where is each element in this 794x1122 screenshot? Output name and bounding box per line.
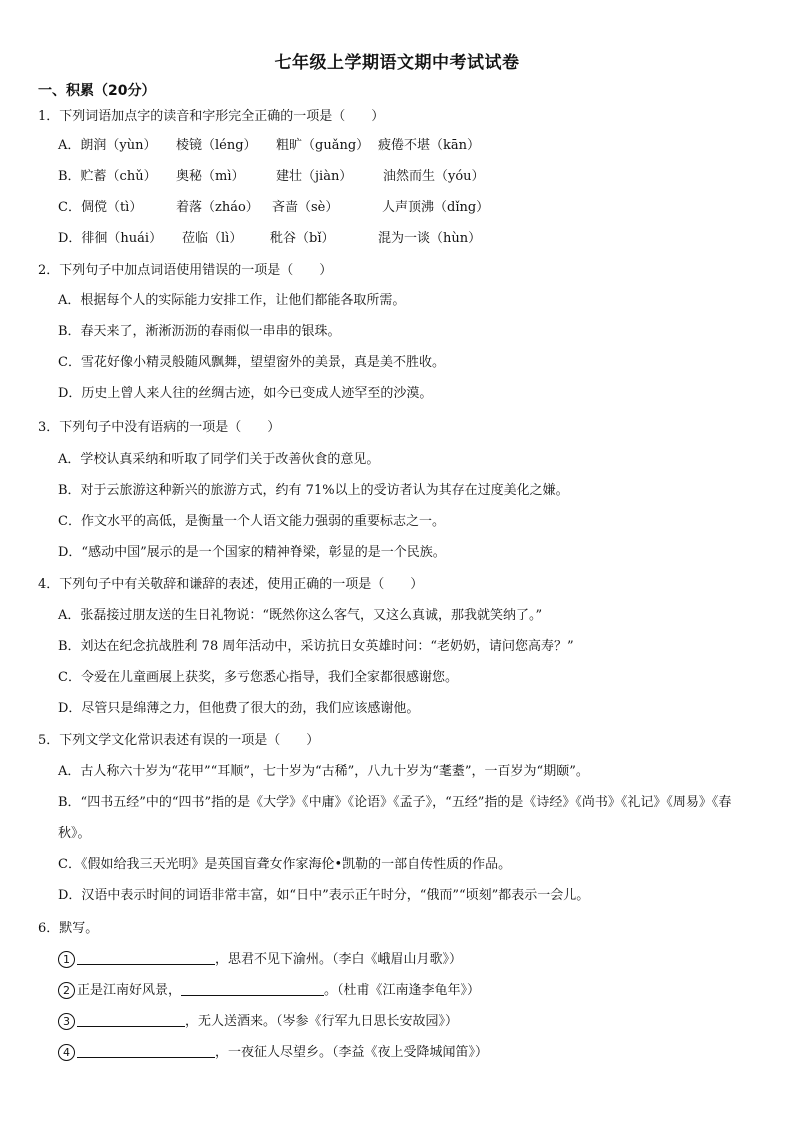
exam-title: 七年级上学期语文期中考试试卷 (274, 53, 520, 73)
dictation-text: ，一夜征人尽望乡。（李益《夜上受降城闻笛》） (215, 1045, 489, 1060)
option-word: C．倜傥（tì） (58, 200, 143, 215)
option-word: 人声顶沸（dǐng） (382, 200, 490, 215)
section-heading: 一、积累（20分） (38, 83, 156, 99)
question-stem: 5．下列文学文化常识表述有误的一项是（ ） (38, 733, 320, 748)
option-c: C．《假如给我三天光明》是英国盲聋女作家海伦•凯勒的一部自传性质的作品。 (58, 857, 512, 872)
option-word: 粗旷（guǎng） (276, 138, 370, 153)
question-stem: 1．下列词语加点字的读音和字形完全正确的一项是（ ） (38, 109, 385, 124)
question-stem: 4．下列句子中有关敬辞和谦辞的表述，使用正确的一项是（ ） (38, 577, 424, 592)
question-stem: 6．默写。 (38, 921, 99, 936)
option-d: D．历史上曾人来人往的丝绸古迹，如今已变成人迹罕至的沙漠。 (58, 386, 433, 401)
option-a (58, 137, 480, 155)
circled-number: 1 (58, 951, 75, 968)
dictation-text: ，思君不见下渝州。（李白《峨眉山月歌》） (215, 952, 463, 967)
option-word: 混为一谈（hùn） (378, 231, 482, 246)
circled-number: 4 (58, 1044, 75, 1061)
dictation-item (58, 1043, 488, 1062)
option-b: B．刘达在纪念抗战胜利 78 周年活动中，采访抗日女英雄时问：“老奶奶，请问您高寿？” (58, 639, 574, 654)
option-a: A．根据每个人的实际能力安排工作，让他们都能各取所需。 (58, 293, 406, 308)
option-b (58, 168, 485, 186)
option-d (58, 230, 481, 248)
option-word: 吝啬（sè） (272, 200, 339, 215)
dictation-item (58, 1012, 458, 1031)
answer-blank[interactable] (77, 1012, 185, 1027)
dictation-text: ，无人送酒来。（岑参《行军九日思长安故园》） (185, 1014, 459, 1029)
option-a: A．学校认真采纳和听取了同学们关于改善伙食的意见。 (58, 452, 380, 467)
answer-blank[interactable] (77, 1043, 215, 1058)
option-word: 着落（zháo） (176, 200, 259, 215)
answer-blank[interactable] (181, 981, 324, 996)
dictation-text: 。（杜甫《江南逢李龟年》） (324, 983, 481, 998)
option-a: A．张磊接过朋友送的生日礼物说：“既然你这么客气，又这么真诚，那我就笑纳了。” (58, 608, 543, 623)
dictation-item (58, 950, 462, 969)
option-d: D．汉语中表示时间的词语非常丰富，如“日中”表示正午时分，“俄而”“顷刻”都表示一会儿。 (58, 888, 590, 903)
option-c: C．作文水平的高低，是衡量一个人语文能力强弱的重要标志之一。 (58, 514, 445, 529)
circled-number: 2 (58, 982, 75, 999)
option-word: 莅临（lì） (182, 231, 243, 246)
dictation-text: 正是江南好风景， (77, 983, 182, 998)
option-b: B．对于云旅游这种新兴的旅游方式，约有 71%以上的受访者认为其存在过度美化之嫌。 (58, 483, 569, 498)
option-a: A．古人称六十岁为“花甲”“耳顺”，七十岁为“古稀”，八九十岁为“耄耋”，一百岁为“期颐”。 (58, 764, 589, 779)
option-word: A．朗润（yùn） (58, 138, 157, 153)
circled-number: 3 (58, 1013, 75, 1030)
option-c: C．雪花好像小精灵般随风飘舞，望望窗外的美景，真是美不胜收。 (58, 355, 445, 370)
question-stem: 3．下列句子中没有语病的一项是（ ） (38, 420, 281, 435)
option-c: C．令爱在儿童画展上获奖，多亏您悉心指导，我们全家都很感谢您。 (58, 670, 458, 685)
option-word: B．贮蓄（chǔ） (58, 169, 157, 184)
option-word: 奥秘（mì） (176, 169, 245, 184)
question-stem: 2．下列句子中加点词语使用错误的一项是（ ） (38, 263, 333, 278)
option-word: 秕谷（bǐ） (270, 231, 335, 246)
option-word: 油然而生（yóu） (383, 169, 485, 184)
option-b: B．“四书五经”中的“四书”指的是《大学》《中庸》《论语》《孟子》，“五经”指的是《诗经》《尚书》《礼记》《周易》《春秋》。 (58, 795, 732, 841)
option-d: D．“感动中国”展示的是一个国家的精神脊梁，彰显的是一个民族。 (58, 545, 446, 560)
option-c (58, 199, 489, 217)
option-word: 棱镜（léng） (176, 138, 257, 153)
option-d: D．尽管只是绵薄之力，但他费了很大的劲，我们应该感谢他。 (58, 701, 420, 716)
dictation-item (58, 981, 480, 1000)
option-b: B．春天来了，淅淅沥沥的春雨似一串串的银珠。 (58, 324, 341, 339)
option-word: 疲倦不堪（kān） (378, 138, 481, 153)
option-word: D．徘徊（huái） (58, 231, 163, 246)
option-word: 建壮（jiàn） (276, 169, 353, 184)
answer-blank[interactable] (77, 950, 215, 965)
